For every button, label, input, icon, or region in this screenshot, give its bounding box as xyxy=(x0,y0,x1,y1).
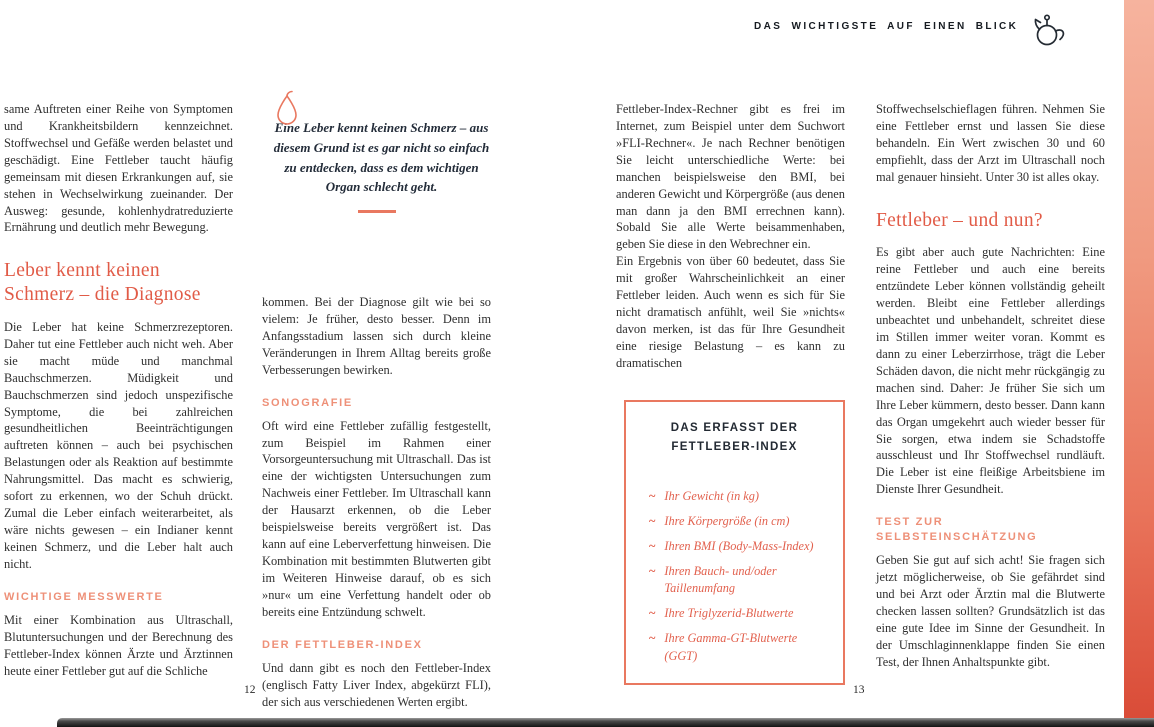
list-item xyxy=(649,563,830,598)
section-heading-fettleber-und-nun: Fettleber – und nun? xyxy=(876,209,1043,231)
teapot-icon xyxy=(1030,4,1072,50)
tilde-bullet: ~ xyxy=(649,563,656,578)
page-edge-gradient xyxy=(1124,0,1154,727)
list-item xyxy=(649,513,830,530)
drop-icon xyxy=(274,90,300,133)
paragraph: kommen. Bei der Diagnose gilt wie bei so vielem: Je früher, desto besser. Denn im Anfangsstadium lassen sich durch kleine Veränderungen in Ihrem Alltag bereits große Verbesserungen bewirken. xyxy=(262,295,491,377)
paragraph: Es gibt aber auch gute Nachrichten: Eine reine Fettleber und auch eine bereits entzündete Leber können vollständig geheilt werden. Bleibt eine Fettleber allerdings unbeachtet und unbehandelt, schreitet diese im Stillen immer weiter voran. Kommt es dann zu einer Leberzirrhose, trägt die Leber Schäden davon, die nicht mehr rückgängig zu machen sind. Daher: Je früher Sie sich um Ihre Leber kümmern, desto besser. Dann kann das Organ umgekehrt auch wieder besser für Sie sorgen, etwa indem sie Schadstoffe ausschleust und Ihr Stoffwechsel rundläuft. Die Leber ist eine fleißige Arbeitsbiene im Dienste Ihrer Gesundheit. xyxy=(876,245,1105,497)
paragraph: Ein Ergebnis von über 60 bedeutet, dass Sie mit großer Wahrscheinlichkeit an einer Fettleber leiden. Auch wenn es sich für Sie nicht dramatisch anfühlt, weil Sie »nichts« davon merken, ist das für Ihre Gesundheit eine riesige Belastung – es kann zu dramatischen xyxy=(616,254,845,370)
list-item-label: Ihre Triglyzerid-Blutwerte xyxy=(664,606,794,621)
paragraph: Und dann gibt es noch den Fettleber-Index (englisch Fatty Liver Index, abgekürzt FLI), der sich aus verschiedenen Werten ergibt. xyxy=(262,660,491,709)
list-item-label: Ihren Bauch- und/oder Taillenumfang xyxy=(664,563,777,596)
page12-column-2 xyxy=(262,88,491,710)
list-item-label: Ihre Körpergröße (in cm) xyxy=(664,513,790,528)
fettleber-index-list xyxy=(639,488,830,665)
page13-column-1 xyxy=(616,101,845,685)
tilde-bullet: ~ xyxy=(649,513,656,528)
list-item xyxy=(649,630,830,665)
subheading-sonografie: SONOGRAFIE xyxy=(262,396,353,409)
tilde-bullet: ~ xyxy=(649,606,656,621)
running-header: DAS WICHTIGSTE AUF EINEN BLICK xyxy=(754,21,1019,32)
page12-column-1 xyxy=(4,101,233,679)
list-item xyxy=(649,488,830,505)
paragraph: Oft wird eine Fettleber zufällig festgestellt, zum Beispiel im Rahmen einer Vorsorgeuntersuchung mit Ultraschall. Das ist eine der wichtigsten Untersuchungen zum Nachweis einer Fettleber. Im Ultraschall kann der Hausarzt erkennen, ob die Leber beispielsweise bereits vergrößert ist. Das kann auf eine Leberverfettung hinweisen. Die Kombination mit bestimmten Blutwerten gibt im Weiteren Hinweise darauf, ob es sich »nur« um eine Verfettung handelt oder ob bereits eine Entzündung schwelt. xyxy=(262,418,491,619)
tilde-bullet: ~ xyxy=(649,631,656,646)
quote-divider-rule xyxy=(358,210,396,213)
paragraph: Die Leber hat keine Schmerzrezeptoren. Daher tut eine Fettleber auch nicht weh. Aber sie macht müde und manchmal Bauchschmerzen. Müdigkeit und Bauchschmerzen sind jedoch unspezifische Symptome, die bei zahlreichen gesundheitlichen Beeinträchtigungen auftreten können – auch bei psychischen Belastungen oder als Reaktion auf bestimmte Nahrungsmittel. Das macht es schwierig, sofort zu erkennen, wo der Schuh drückt. Zumal die Leber einfach weiterarbeitet, als wäre nichts gewesen – ein Indianer kennt keinen Schmerz, und die Leber halt auch nicht. xyxy=(4,319,233,571)
paragraph: Geben Sie gut auf sich acht! Sie fragen sich jetzt möglicherweise, ob Sie gefährdet sind und bei Arzt oder Ärztin mal die Blutwerte checken lassen sollten? Grundsätzlich ist das eine gute Idee im Sinne der Gesundheit. In der Umschlaginnenklappe finden Sie einen Test, der Ihnen Anhaltspunkte gibt. xyxy=(876,553,1105,669)
tilde-bullet: ~ xyxy=(649,488,656,503)
list-item-label: Ihre Gamma-GT-Blutwerte (GGT) xyxy=(664,631,798,663)
book-bottom-edge xyxy=(57,718,1154,727)
paragraph: same Auftreten einer Reihe von Symptomen und Krankheitsbildern kennzeichnet. Stoffwechsel und Gefäße werden belastet und geschädigt. Eine Fettleber taucht häufig gemeinsam mit diesen Erkrankungen auf, sie stehen in Wechselwirkung zueinander. Der Ausweg: gesunde, kohlenhydratreduzierte Ernährung und deutlich mehr Bewegung. xyxy=(4,102,233,235)
page13-column-2 xyxy=(876,101,1105,671)
section-heading-diagnose: Leber kennt keinen Schmerz – die Diagnose xyxy=(4,260,201,306)
paragraph: Fettleber-Index-Rechner gibt es frei im Internet, zum Beispiel unter dem Suchwort »FLI-Rechner«. Je nach Rechner benötigen Sie leicht unterschiedliche Werte: bei manchen beispielsweise den BMI, bei anderen Gewicht und Körpergröße (aus denen man dann ja den BMI errechnen kann). Sobald Sie alle Werte beisammenhaben, geben Sie diese in den Webrechner ein. xyxy=(616,102,845,252)
subheading-der-fettleber-index: DER FETTLEBER-INDEX xyxy=(262,638,423,651)
page-number-left: 12 xyxy=(244,684,256,696)
paragraph: Mit einer Kombination aus Ultraschall, Blutuntersuchungen und der Berechnung des Fettleber-Index können Ärzte und Ärztinnen heute einer Fettleber gut auf die Schliche xyxy=(4,612,233,678)
subheading-test-zur-selbsteinschaetzung: TEST ZUR SELBSTEINSCHÄTZUNG xyxy=(876,516,1038,544)
list-item-label: Ihr Gewicht (in kg) xyxy=(664,488,759,503)
pull-quote-text: Eine Leber kennt keinen Schmerz – aus diesem Grund ist es gar nicht so einfach zu entdecken, dass es dem wichtigen Organ schlecht geht. xyxy=(273,120,490,195)
list-item xyxy=(649,538,830,555)
pull-quote-block xyxy=(262,88,491,248)
subheading-wichtige-messwerte: WICHTIGE MESSWERTE xyxy=(4,590,164,603)
list-item-label: Ihren BMI (Body-Mass-Index) xyxy=(664,538,814,553)
tilde-bullet: ~ xyxy=(649,538,656,553)
paragraph: Stoffwechselschieflagen führen. Nehmen Sie eine Fettleber ernst und lassen Sie diese behandeln. Ein Wert zwischen 30 und 60 empfiehlt, dass der Arzt im Ultraschall noch mal genauer hinsieht. Unter 30 ist alles okay. xyxy=(876,102,1105,184)
fettleber-index-callout-box xyxy=(624,400,845,685)
list-item xyxy=(649,605,830,622)
page-number-right: 13 xyxy=(853,684,865,696)
callout-box-title: DAS ERFASST DER FETTLEBER-INDEX xyxy=(670,421,799,454)
